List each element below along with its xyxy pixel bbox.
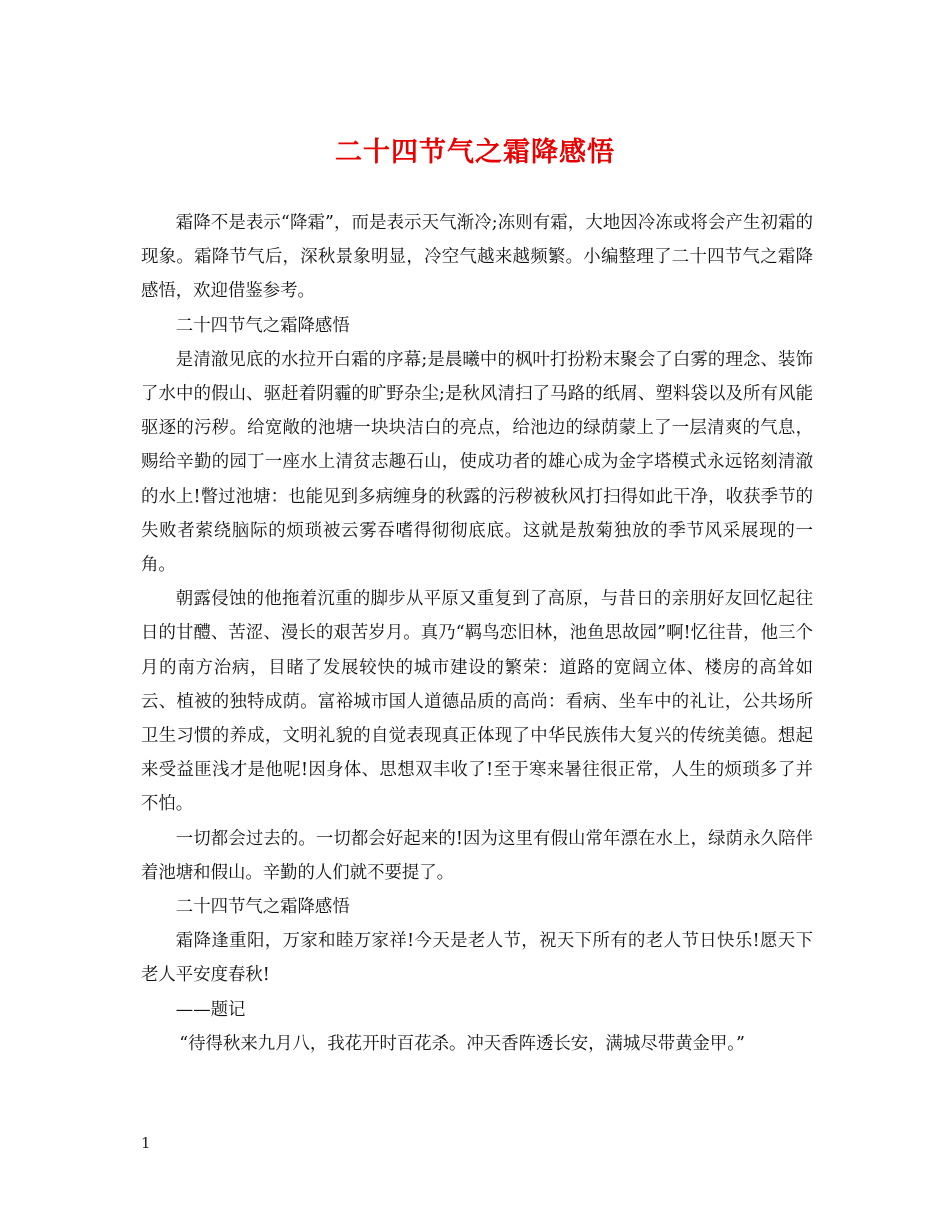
document-title: 二十四节气之霜降感悟	[335, 137, 615, 168]
body-paragraph: 朝露侵蚀的他拖着沉重的脚步从平原又重复到了高原，与昔日的亲朋好友回忆起往日的甘醴、苦涩、漫长的艰苦岁月。真乃“羁鸟恋旧林，池鱼思故园”啊!忆往昔，他三个月的南方治病，目睹了发展较快的城市建设的繁荣：道路的宽阔立体、楼房的高耸如云、植被的独特成荫。富裕城市国人道德品质的高尚：看病、坐车中的礼让，公共场所卫生习惯的养成，文明礼貌的自觉表现真正体现了中华民族伟大复兴的传统美德。想起来受益匪浅才是他呢!因身体、思想双丰收了!至于寒来暑往很正常，人生的烦琐多了并不怕。	[141, 589, 813, 815]
intro-paragraph: 霜降不是表示“降霜”，而是表示天气渐冷;冻则有霜，大地因冷冻或将会产生初霜的现象。霜降节气后，深秋景象明显，冷空气越来越频繁。小编整理了二十四节气之霜降感悟，欢迎借鉴参考。	[141, 213, 813, 302]
body-paragraph: 是清澈见底的水拉开白霜的序幕;是晨曦中的枫叶打扮粉末聚会了白雾的理念、装饰了水中的假山、驱赶着阴霾的旷野杂尘;是秋风清扫了马路的纸屑、塑料袋以及所有风能驱逐的污秽。给宽敞的池塘一块块洁白的亮点，给池边的绿荫蒙上了一层清爽的气息，赐给辛勤的园丁一座水上清贫志趣石山，使成功者的雄心成为金字塔模式永远铭刻清澈的水上!瞥过池塘：也能见到多病缠身的秋露的污秽被秋风打扫得如此干净，收获季节的失败者萦绕脑际的烦琐被云雾吞嗜得彻彻底底。这就是敖菊独放的季节风采展现的一角。	[141, 349, 813, 576]
page-number: 1	[141, 1134, 151, 1152]
body-paragraph: 一切都会过去的。一切都会好起来的!因为这里有假山常年漂在水上，绿荫永久陪伴着池塘和假山。辛勤的人们就不要提了。	[141, 828, 813, 883]
epigraph-label: ——题记	[175, 999, 246, 1020]
poem-quote: “待得秋来九月八，我花开时百花杀。冲天香阵透长安，满城尽带黄金甲。”	[179, 1033, 745, 1054]
document-body	[141, 206, 813, 1061]
section-heading: 二十四节气之霜降感悟	[175, 897, 350, 918]
section-heading: 二十四节气之霜降感悟	[175, 315, 350, 336]
body-paragraph: 霜降逢重阳，万家和睦万家祥!今天是老人节，祝天下所有的老人节日快乐!愿天下老人平安度春秋!	[141, 931, 813, 986]
